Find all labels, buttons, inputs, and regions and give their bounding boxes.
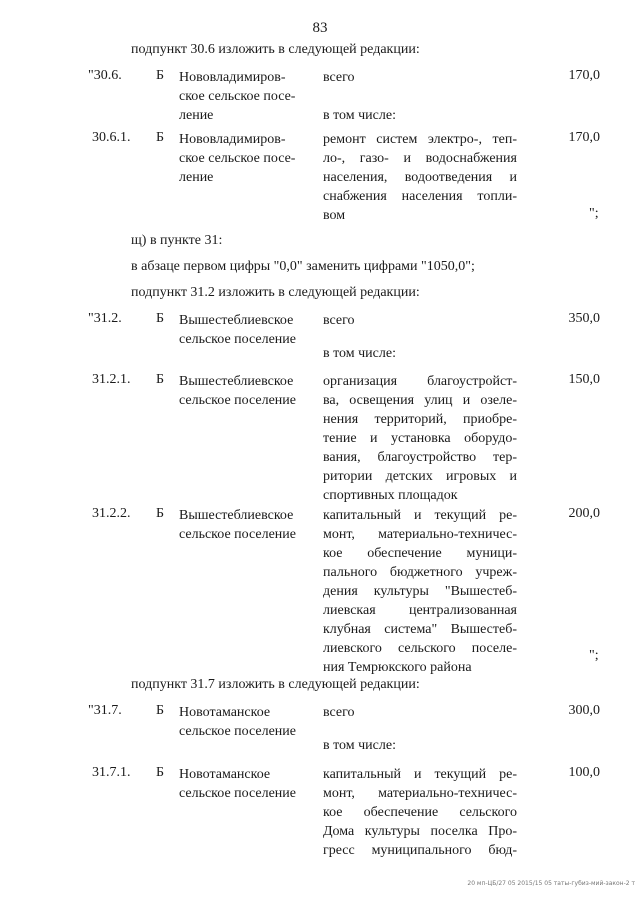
desc-line: населения, водоотведения и xyxy=(323,170,517,185)
desc-including: в том числе: xyxy=(323,738,396,753)
name-line: ление xyxy=(179,108,214,123)
desc-line: монт, материально-техничес- xyxy=(323,527,517,542)
desc-line: ва, освещения улиц и озеле- xyxy=(323,393,517,408)
name-line: сельское поселение xyxy=(179,527,296,542)
row-type: Б xyxy=(156,765,165,780)
name-line: Вышестеблиевское xyxy=(179,508,294,523)
row-description xyxy=(323,703,517,755)
desc-line: лиевская централизованная xyxy=(323,603,517,618)
desc-line: Дома культуры поселка Про- xyxy=(323,824,517,839)
desc-line: пального бюджетного учреж- xyxy=(323,565,517,580)
intro-30-6: подпункт 30.6 изложить в следующей редакции: xyxy=(131,42,420,57)
row-name xyxy=(179,372,309,410)
desc-line: капитальный и текущий ре- xyxy=(323,508,517,523)
row-type: Б xyxy=(156,311,165,326)
row-amount: 170,0 xyxy=(568,130,600,145)
name-line: ление xyxy=(179,170,214,185)
row-type: Б xyxy=(156,68,165,83)
desc-line: клубная система" Вышестеб- xyxy=(323,622,517,637)
row-number: 30.6.1. xyxy=(92,130,131,145)
desc-line: спортивных площадок xyxy=(323,488,458,503)
desc-line: ния Темрюкского района xyxy=(323,660,472,675)
row-amount: 300,0 xyxy=(568,703,600,718)
row-description xyxy=(323,506,517,677)
page-number: 83 xyxy=(312,20,328,36)
desc-line: дения культуры "Вышестеб- xyxy=(323,584,517,599)
desc-line: вания, благоустройство тер- xyxy=(323,450,517,465)
document-footer: 20 мп-ЦБ/27 05 2015/15 05 таты-губиз-мий-закон-2 т xyxy=(467,880,635,887)
name-line: сельское поселение xyxy=(179,786,296,801)
desc-line: вом xyxy=(323,208,346,223)
row-number: 31.7.1. xyxy=(92,765,131,780)
name-line: ское сельское посе- xyxy=(179,151,296,166)
row-description xyxy=(323,765,517,860)
desc-line: капитальный и текущий ре- xyxy=(323,767,517,782)
desc-line: кое обеспечение муници- xyxy=(323,546,517,561)
name-line: сельское поселение xyxy=(179,393,296,408)
row-number: 31.2.2. xyxy=(92,506,131,521)
desc-line: кое обеспечение сельского xyxy=(323,805,517,820)
row-type: Б xyxy=(156,506,165,521)
row-name xyxy=(179,130,309,187)
row-type: Б xyxy=(156,703,165,718)
paragraph-31-first: в абзаце первом цифры "0,0" заменить цифрами "1050,0"; xyxy=(131,259,475,274)
desc-total: всего xyxy=(323,705,355,720)
row-number: "31.7. xyxy=(88,703,122,718)
desc-total: всего xyxy=(323,313,355,328)
desc-including: в том числе: xyxy=(323,346,396,361)
row-name xyxy=(179,311,309,349)
intro-31-2: подпункт 31.2 изложить в следующей редакции: xyxy=(131,285,420,300)
row-amount: 350,0 xyxy=(568,311,600,326)
row-amount: 100,0 xyxy=(568,765,600,780)
row-number: "31.2. xyxy=(88,311,122,326)
row-number: 31.2.1. xyxy=(92,372,131,387)
name-line: Вышестеблиевское xyxy=(179,374,294,389)
item-shch: щ) в пункте 31: xyxy=(131,233,223,248)
name-line: Новотаманское xyxy=(179,767,271,782)
row-description xyxy=(323,311,517,363)
row-number: "30.6. xyxy=(88,68,122,83)
name-line: Вышестеблиевское xyxy=(179,313,294,328)
desc-line: организация благоустройст- xyxy=(323,374,517,389)
desc-line: лиевского сельского поселе- xyxy=(323,641,517,656)
desc-line: ремонт систем электро-, теп- xyxy=(323,132,517,147)
row-amount: 200,0 xyxy=(568,506,600,521)
name-line: Нововладимиров- xyxy=(179,132,286,147)
row-description xyxy=(323,130,517,225)
desc-line: тение и установка оборудо- xyxy=(323,431,517,446)
name-line: Нововладимиров- xyxy=(179,70,286,85)
row-type: Б xyxy=(156,372,165,387)
row-name xyxy=(179,68,309,125)
closing-quote: "; xyxy=(589,648,599,663)
row-description xyxy=(323,372,517,505)
desc-line: нения территорий, приобре- xyxy=(323,412,517,427)
desc-line: гресс муниципального бюд- xyxy=(323,843,517,858)
desc-including: в том числе: xyxy=(323,108,396,123)
name-line: сельское поселение xyxy=(179,724,296,739)
row-description xyxy=(323,68,517,125)
name-line: Новотаманское xyxy=(179,705,271,720)
row-amount: 150,0 xyxy=(568,372,600,387)
name-line: ское сельское посе- xyxy=(179,89,296,104)
row-amount: 170,0 xyxy=(568,68,600,83)
row-name xyxy=(179,703,309,741)
intro-31-7: подпункт 31.7 изложить в следующей редакции: xyxy=(131,677,420,692)
row-name xyxy=(179,506,309,544)
desc-line: монт, материально-техничес- xyxy=(323,786,517,801)
desc-line: ритории детских игровых и xyxy=(323,469,517,484)
desc-line: ло-, газо- и водоснабжения xyxy=(323,151,517,166)
closing-quote: "; xyxy=(589,206,599,221)
row-type: Б xyxy=(156,130,165,145)
row-name xyxy=(179,765,309,803)
name-line: сельское поселение xyxy=(179,332,296,347)
desc-total: всего xyxy=(323,70,355,85)
desc-line: снабжения населения топли- xyxy=(323,189,517,204)
